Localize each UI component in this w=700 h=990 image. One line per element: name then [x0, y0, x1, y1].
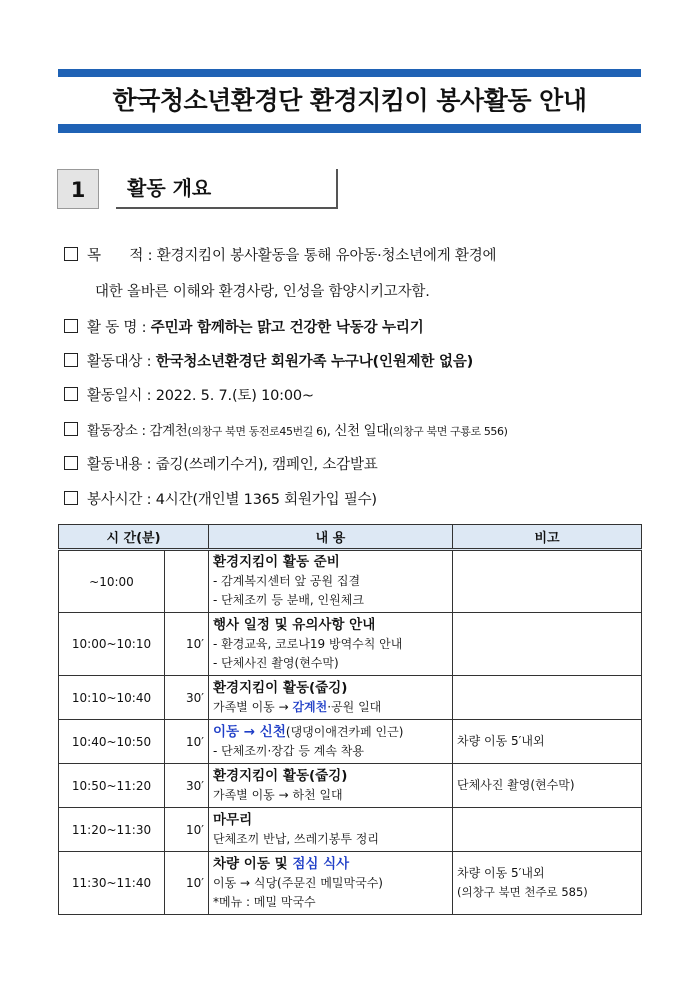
date-value: 2022. 5. 7.(토) 10:00~: [155, 388, 314, 404]
row-line: - 단체사진 촬영(현수막): [213, 655, 339, 670]
place-label: 활동장소: [87, 423, 138, 439]
target-line: 활동대상 : 한국청소년환경단 회원가족 누구나(인원제한 없음): [64, 350, 473, 371]
row-note: [453, 676, 642, 720]
header-time: 시 간(분): [59, 525, 209, 550]
title-top-bar: [58, 69, 641, 77]
row-content: [209, 550, 453, 613]
checkbox-icon: [64, 319, 78, 333]
row-line: - 감계복지센터 앞 공원 집결: [213, 574, 361, 588]
row-title: 마무리: [213, 811, 253, 828]
checkbox-icon: [64, 247, 78, 261]
hours-value: 4시간(개인별 1365 회원가입 필수): [155, 492, 377, 508]
row-content: [209, 764, 453, 808]
row-line: 가족별 이동 → 하천 일대: [213, 787, 343, 802]
checkbox-icon: [64, 456, 78, 470]
row-duration: 10′: [165, 852, 209, 915]
row-line-highlight: 감계천: [292, 699, 328, 714]
place-b: , 신천 일대: [326, 423, 389, 439]
hours-label: 봉사시간: [87, 492, 143, 508]
place-a-address: (의창구 북면 동전로45번길 6): [187, 425, 327, 438]
row-time: ~10:00: [59, 550, 165, 613]
row-note: [453, 852, 642, 915]
date-line: 활동일시 : 2022. 5. 7.(토) 10:00~: [64, 384, 314, 405]
table-row: [59, 676, 642, 720]
row-title: [213, 723, 448, 742]
row-line: 이동 → 식당(주문진 메밀막국수): [213, 875, 383, 890]
table-row: [59, 852, 642, 915]
row-time: 10:10~10:40: [59, 676, 165, 720]
content-label: 활동내용: [87, 457, 143, 473]
purpose-line: 목 적 : 환경지킴이 봉사활동을 통해 유아동·청소년에게 환경에: [64, 244, 496, 265]
checkbox-icon: [64, 491, 78, 505]
table-row: [59, 550, 642, 613]
row-time: 11:20~11:30: [59, 808, 165, 852]
row-line: - 단체조끼 등 분배, 인원체크: [213, 593, 364, 607]
row-note: 차량 이동 5′내외: [453, 720, 642, 764]
row-content: [209, 808, 453, 852]
row-line: - 환경교육, 코로나19 방역수칙 안내: [213, 636, 403, 651]
row-line: - 단체조끼·장갑 등 계속 착용: [213, 743, 364, 758]
checkbox-icon: [64, 387, 78, 401]
row-time: 10:40~10:50: [59, 720, 165, 764]
place-a: 감계천: [149, 423, 188, 439]
row-content: [209, 613, 453, 676]
table-row: [59, 808, 642, 852]
activity-name-label: 활 동 명: [87, 320, 138, 336]
table-row: [59, 613, 642, 676]
row-line: [213, 698, 448, 717]
row-content: [209, 720, 453, 764]
row-line-pre: 가족별 이동 →: [213, 699, 293, 714]
row-duration: 30′: [165, 676, 209, 720]
date-label: 활동일시: [87, 388, 143, 404]
row-line-post: ·공원 일대: [327, 699, 382, 714]
row-title-rest: (댕댕이애견카페 인근): [285, 724, 404, 739]
purpose-value: 환경지킴이 봉사활동을 통해 유아동·청소년에게 환경에: [156, 248, 497, 264]
row-time: 11:30~11:40: [59, 852, 165, 915]
activity-name-value: 주민과 함께하는 맑고 건강한 낙동강 누리기: [150, 320, 424, 336]
row-note-main: 차량 이동 5′내외: [457, 866, 545, 880]
row-note: 단체사진 촬영(현수막): [453, 764, 642, 808]
header-content: 내 용: [209, 525, 453, 550]
row-time: 10:00~10:10: [59, 613, 165, 676]
row-title: [213, 855, 448, 874]
row-content: [209, 676, 453, 720]
table-row: [59, 764, 642, 808]
table-row: [59, 720, 642, 764]
section-title: 활동 개요: [116, 169, 338, 209]
place-line: 활동장소 : 감계천(의창구 북면 동전로45번길 6), 신천 일대(의창구 북면 구룡로 556): [64, 419, 508, 439]
row-title: 환경지킴이 활동(줍깅): [213, 679, 348, 696]
row-title: 행사 일정 및 유의사항 안내: [213, 616, 376, 633]
row-content: [209, 852, 453, 915]
table-header-row: [59, 525, 642, 550]
row-line: *메뉴 : 메밀 막국수: [213, 894, 316, 909]
target-label: 활동대상: [87, 354, 143, 370]
row-time: 10:50~11:20: [59, 764, 165, 808]
row-note: [453, 550, 642, 613]
checkbox-icon: [64, 353, 78, 367]
section-number: 1: [57, 169, 99, 209]
row-duration: 10′: [165, 808, 209, 852]
row-title: 환경지킴이 활동(줍깅): [213, 767, 348, 784]
row-duration: 30′: [165, 764, 209, 808]
row-note-sub: (의창구 북면 천주로 585): [457, 885, 588, 899]
schedule-table: [58, 524, 642, 915]
row-note: [453, 808, 642, 852]
row-title-highlight: 점심 식사: [292, 855, 350, 872]
row-duration: [165, 550, 209, 613]
row-title-highlight: 이동 → 신천: [213, 723, 286, 740]
header-note: 비고: [453, 525, 642, 550]
title-bottom-bar: [58, 124, 641, 133]
purpose-line-2: 대한 올바른 이해와 환경사랑, 인성을 함양시키고자함.: [95, 284, 430, 300]
content-line: 활동내용 : 줍깅(쓰레기수거), 캠페인, 소감발표: [64, 453, 378, 474]
page-title: 한국청소년환경단 환경지킴이 봉사활동 안내: [112, 86, 587, 115]
row-note: [453, 613, 642, 676]
purpose-label: 목 적: [87, 248, 144, 264]
activity-name-line: 활 동 명 : 주민과 함께하는 맑고 건강한 낙동강 누리기: [64, 316, 424, 337]
hours-line: 봉사시간 : 4시간(개인별 1365 회원가입 필수): [64, 488, 377, 509]
checkbox-icon: [64, 422, 78, 436]
title-banner: [58, 69, 641, 133]
row-line: 단체조끼 반납, 쓰레기봉투 정리: [213, 831, 379, 846]
target-value: 한국청소년환경단 회원가족 누구나(인원제한 없음): [155, 354, 474, 370]
row-title: 환경지킴이 활동 준비: [213, 554, 340, 570]
content-value: 줍깅(쓰레기수거), 캠페인, 소감발표: [155, 457, 378, 473]
row-title-pre: 차량 이동 및: [213, 855, 293, 872]
row-duration: 10′: [165, 613, 209, 676]
row-duration: 10′: [165, 720, 209, 764]
place-b-address: (의창구 북면 구룡로 556): [388, 425, 508, 438]
